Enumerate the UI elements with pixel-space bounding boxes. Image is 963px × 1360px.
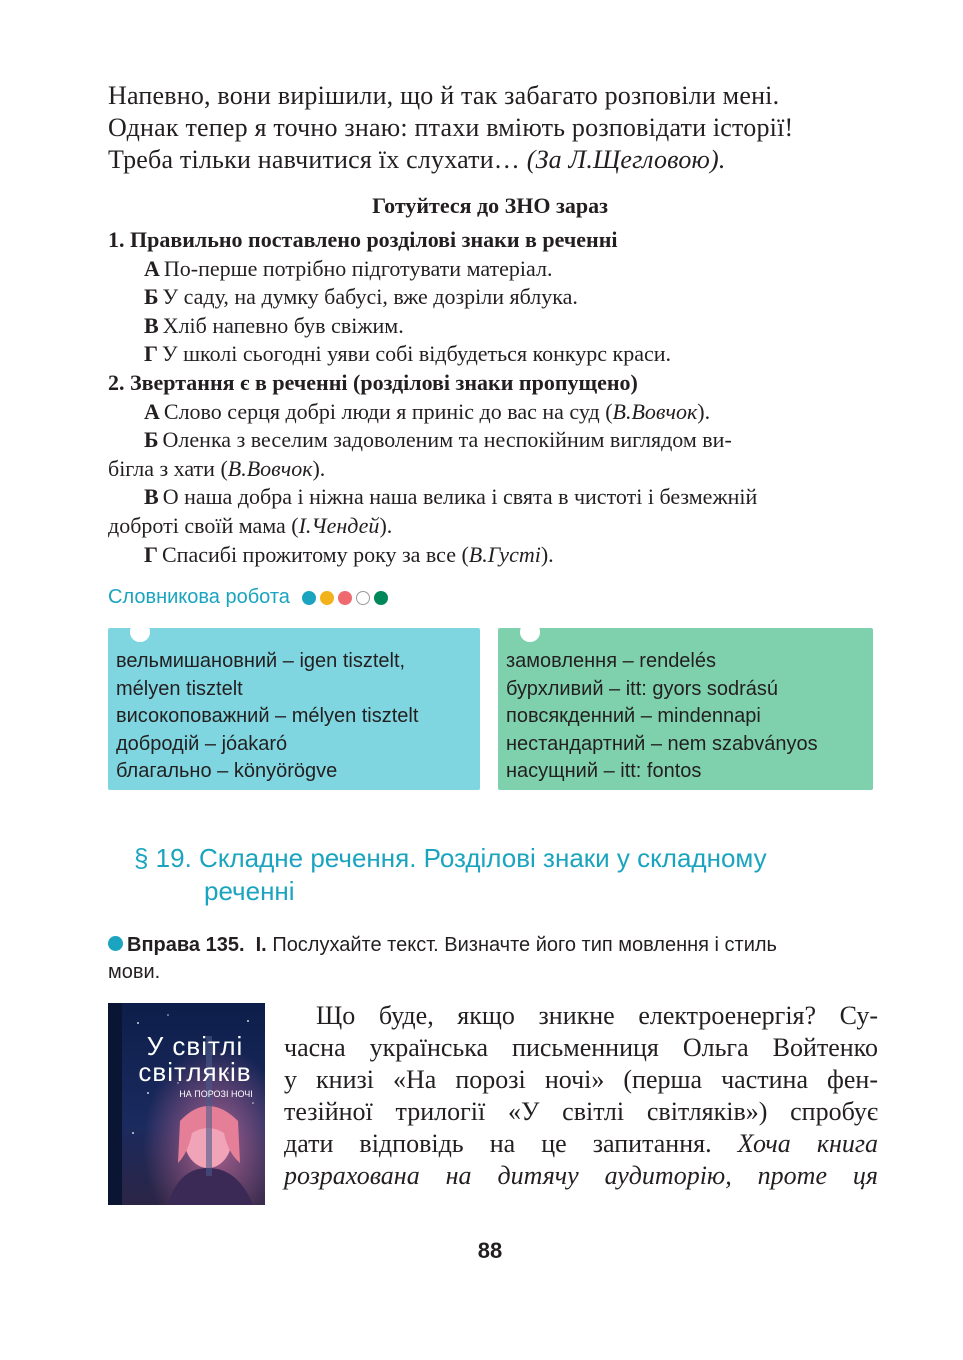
pin-circle-icon: [130, 622, 150, 642]
intro-source: (За Л.Щегловою).: [526, 145, 726, 174]
intro-line: Однак тепер я точно знаю: птахи вміють розповідати історії!: [108, 113, 794, 142]
book-title-line: світляків: [138, 1057, 252, 1087]
zno-questions: [108, 226, 888, 569]
option-author: В.Вовчок: [227, 455, 313, 481]
option-letter: Б: [144, 427, 159, 453]
page-number: 88: [477, 1238, 503, 1263]
vocab-entry: добродій – jóakaró: [116, 732, 288, 755]
exercise-text-cont: мови.: [108, 961, 161, 983]
option-2b: [108, 426, 888, 455]
vocab-entry: повсякденний – mindennapi: [506, 705, 761, 727]
paragraph-line: у книзі «На порозі ночі» (перша частина фен-: [284, 1065, 878, 1094]
vocab-entry: бурхливий – itt: gyors sodrású: [506, 677, 779, 700]
dot-icon: [356, 591, 370, 605]
paragraph-line: розрахована на дитячу аудиторію, проте ця: [284, 1161, 878, 1190]
paragraph-line: часна українська письменниця Ольга Войтенко: [284, 1033, 878, 1062]
option-author: В.Вовчок: [612, 398, 698, 424]
option-author: В.Густі: [468, 541, 541, 567]
option-end: ).: [312, 455, 326, 481]
option-text: О наша добра і ніжна наша велика і свята в чистоті і безмежній: [162, 484, 758, 510]
option-text: Оленка з веселим задоволеним та неспокійним виглядом ви-: [162, 427, 732, 453]
option-text: доброті своїй мама (: [108, 512, 299, 538]
paragraph-italic: Хоча книга: [737, 1129, 879, 1158]
book-subtitle: НА ПОРОЗІ НОЧІ: [179, 1089, 253, 1099]
option-text: По-перше потрібно підготувати матеріал.: [163, 255, 553, 281]
vocab-entry: високоповажний – mélyen tisztelt: [116, 705, 419, 727]
option-text: У саду, на думку бабусі, вже дозріли яблука.: [162, 284, 578, 310]
option-end: ).: [540, 541, 554, 567]
option-2c-cont: [108, 512, 888, 541]
option-1a: [108, 255, 888, 284]
option-letter: Б: [144, 284, 159, 310]
section-title-line: § 19. Складне речення. Розділові знаки у складному: [134, 843, 767, 873]
book-title-line: У світлі: [146, 1031, 244, 1061]
option-letter: В: [144, 484, 159, 510]
option-1c: [108, 312, 888, 341]
intro-line: Напевно, вони вирішили, що й так забагато розповіли мені.: [108, 81, 780, 110]
bullet-icon: [108, 936, 123, 951]
question-1: 1. Правильно поставлено розділові знаки в реченні: [108, 227, 618, 252]
dot-icon: [374, 591, 388, 605]
vocab-entry: нестандартний – nem szabványos: [506, 732, 818, 755]
zno-title: Готуйтеся до ЗНО зараз: [372, 193, 608, 218]
vocab-entry: mélyen tisztelt: [116, 677, 243, 700]
option-letter: Г: [144, 341, 158, 367]
option-end: ).: [379, 512, 393, 538]
color-dots: [302, 591, 388, 605]
vocab-entry: вельмишановний – igen tisztelt,: [116, 650, 406, 672]
vocab-heading: [108, 586, 388, 609]
exercise-label: Вправа 135.: [127, 934, 245, 956]
book-cover-image: [108, 1003, 265, 1205]
vocab-label: Словникова робота: [108, 586, 290, 608]
card-edge: [498, 785, 873, 795]
exercise-instruction: [108, 932, 888, 986]
exercise-part: І.: [255, 934, 267, 956]
vocab-entry: благально – könyörögve: [116, 760, 338, 782]
option-letter: А: [144, 398, 160, 424]
option-text: бігла з хати (: [108, 455, 228, 481]
paragraph-line: [284, 1128, 878, 1160]
option-text: Спасибі прожитому року за все (: [162, 541, 469, 567]
vocab-list-left: [116, 648, 418, 786]
option-2b-cont: [108, 455, 888, 484]
dot-icon: [302, 591, 316, 605]
option-letter: А: [144, 255, 160, 281]
option-2c: [108, 483, 888, 512]
paragraph-line: тезійної трилогії «У світлі світляків») спробує: [284, 1097, 878, 1126]
paragraph-line: Що буде, якщо зникне електроенергія? Су-: [316, 1001, 878, 1030]
dot-icon: [320, 591, 334, 605]
question-2: 2. Звертання є в реченні (розділові знаки пропущено): [108, 369, 638, 395]
text-paragraph: [284, 1000, 878, 1192]
book-title: [126, 1033, 264, 1085]
option-1b: [108, 283, 888, 312]
option-2d: [108, 541, 888, 570]
vocab-list-right: [506, 648, 818, 786]
option-1d: [108, 340, 888, 369]
intro-paragraph: [108, 80, 878, 176]
intro-line-text: Треба тільки навчитися їх слухати…: [108, 145, 521, 174]
option-text: У школі сьогодні уяви собі відбудеться конкурс краси.: [162, 341, 672, 367]
option-end: ).: [697, 398, 711, 424]
option-letter: Г: [144, 541, 158, 567]
option-text: Хліб напевно був свіжим.: [162, 312, 404, 338]
section-title-line: реченні: [204, 876, 295, 906]
vocab-entry: замовлення – rendelés: [506, 650, 716, 672]
pin-circle-icon: [520, 622, 540, 642]
exercise-text: Послухайте текст. Визначте його тип мовлення і стиль: [272, 934, 777, 956]
card-edge: [108, 785, 480, 795]
vocab-card-left: [108, 628, 480, 790]
vocab-card-right: [498, 628, 873, 790]
option-author: І.Чендей: [298, 512, 380, 538]
section-heading: [134, 842, 767, 908]
vocab-entry: насущний – itt: fontos: [506, 760, 702, 782]
intro-line: [108, 144, 878, 176]
paragraph-text: дати відповідь на це запитання.: [284, 1129, 712, 1158]
option-letter: В: [144, 312, 159, 338]
dot-icon: [338, 591, 352, 605]
option-text: Слово серця добрі люди я приніс до вас на суд (: [163, 398, 613, 424]
option-2a: [108, 398, 888, 427]
